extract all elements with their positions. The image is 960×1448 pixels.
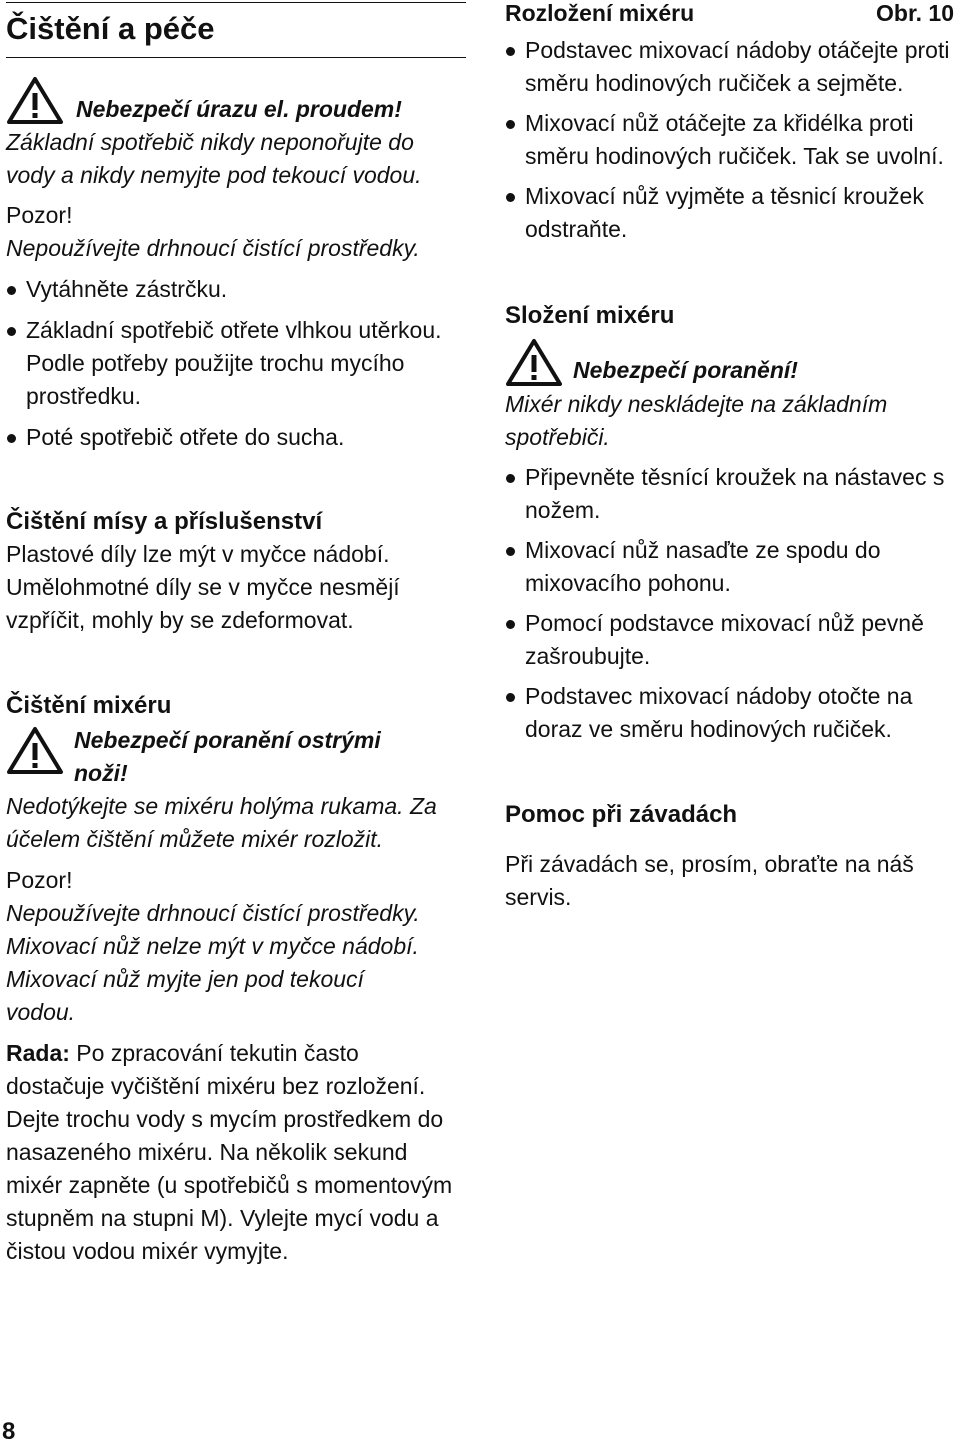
warning-triangle-icon bbox=[6, 726, 64, 776]
list-item: Podstavec mixovací nádoby otočte na doraz ve směru hodinových ručiček. bbox=[505, 680, 945, 746]
section-heading: Pomoc při závadách bbox=[505, 801, 738, 828]
warning-text: Nedotýkejte se mixéru holýma rukama. Za účelem čištění můžete mixér rozložit. bbox=[6, 793, 437, 852]
warning-injury bbox=[505, 338, 960, 388]
section-heading: Složení mixéru bbox=[505, 302, 675, 329]
section-bowl-cleaning bbox=[6, 506, 466, 637]
warning-text: Mixér nikdy neskládejte na základním spotřebiči. bbox=[505, 391, 888, 450]
list-item: Mixovací nůž nasaďte ze spodu do mixovacího pohonu. bbox=[505, 534, 925, 600]
pozor-label: Pozor! bbox=[6, 867, 73, 893]
section-mixer-cleaning bbox=[6, 690, 466, 1268]
list-item: Mixovací nůž otáčejte za křidélka proti směru hodinových ručiček. Tak se uvolní. bbox=[505, 107, 960, 173]
pozor-line: Mixovací nůž myjte jen pod tekoucí vodou. bbox=[6, 966, 364, 1025]
disassembly-title-row bbox=[505, 0, 960, 26]
warning-heading: Nebezpečí úrazu el. proudem! bbox=[76, 96, 402, 122]
warning-knives bbox=[6, 724, 466, 790]
pozor-line: Mixovací nůž nelze mýt v myčce nádobí. bbox=[6, 933, 419, 959]
section-text: Při závadách se, prosím, obraťte na náš servis. bbox=[505, 851, 914, 910]
section-heading: Čištění mísy a příslušenství bbox=[6, 508, 323, 535]
list-item: Mixovací nůž vyjměte a těsnicí kroužek odstraňte. bbox=[505, 180, 960, 246]
warning-triangle-icon bbox=[6, 76, 64, 126]
pozor-label: Pozor! bbox=[6, 202, 73, 228]
tip-paragraph bbox=[6, 1037, 461, 1268]
warning-heading: Nebezpečí poranění! bbox=[573, 357, 798, 383]
section-text: Plastové díly lze mýt v myčce nádobí. Umělohmotné díly se v myčce nesmějí vzpříčit, mohly by se zdeformovat. bbox=[6, 541, 400, 633]
section-heading: Čištění mixéru bbox=[6, 692, 172, 719]
section-troubleshooting bbox=[505, 799, 960, 914]
warning-triangle-icon bbox=[505, 338, 563, 388]
warning-heading: Nebezpečí poranění ostrými noži! bbox=[74, 727, 381, 786]
list-item: Vytáhněte zástrčku. bbox=[6, 273, 466, 306]
pozor-text: Nepoužívejte drhnoucí čistící prostředky. bbox=[6, 235, 420, 261]
figure-reference: Obr. 10 bbox=[876, 0, 954, 26]
tip-text: Po zpracování tekutin často dostačuje vyčištění mixéru bez rozložení. Dejte trochu vody s mycím prostředkem do nasazeného mixéru. Na několik sekund mixér zapněte (u spotřebičů s momentovým stupněm na stupni M). Vylejte mycí vodu a čistou vodou mixér vymyjte. bbox=[6, 1040, 453, 1264]
list-item: Připevněte těsnící kroužek na nástavec s nožem. bbox=[505, 461, 960, 527]
tip-label: Rada: bbox=[6, 1040, 70, 1066]
list-item: Pomocí podstavce mixovací nůž pevně zašroubujte. bbox=[505, 607, 960, 673]
warning-text: Základní spotřebič nikdy neponořujte do vody a nikdy nemyjte pod tekoucí vodou. bbox=[6, 129, 422, 188]
section-assembly bbox=[505, 300, 960, 746]
care-bullets bbox=[6, 273, 466, 454]
list-item: Poté spotřebič otřete do sucha. bbox=[6, 421, 466, 454]
pozor-line: Nepoužívejte drhnoucí čistící prostředky. bbox=[6, 900, 420, 926]
page-title: Čištění a péče bbox=[6, 11, 215, 46]
section-heading: Rozložení mixéru bbox=[505, 0, 695, 26]
warning-electric bbox=[6, 76, 466, 192]
list-item: Základní spotřebič otřete vlhkou utěrkou. Podle potřeby použijte trochu mycího prostředku. bbox=[6, 314, 456, 413]
list-item: Podstavec mixovací nádoby otáčejte proti směru hodinových ručiček a sejměte. bbox=[505, 34, 960, 100]
pozor-block-1 bbox=[6, 199, 466, 265]
top-rule bbox=[6, 2, 466, 3]
title-rule bbox=[6, 57, 466, 58]
page-number: 8 bbox=[2, 1418, 16, 1445]
section-disassembly bbox=[505, 0, 960, 246]
